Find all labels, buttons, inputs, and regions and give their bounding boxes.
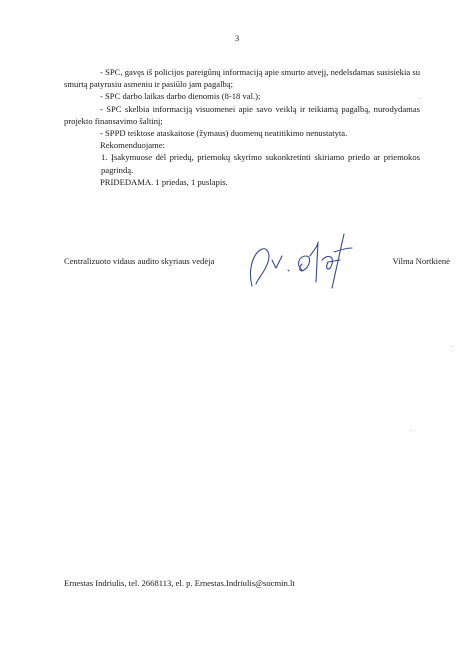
paragraph-attachment: PRIDEDAMA. 1 priedas, 1 puslapis. [100,176,228,187]
paragraph-sppd-reports: - SPPD teiktose ataskaitose (žymaus) duomenų neatitikimo nenustatyta. [100,128,348,139]
page-number: 3 [234,33,240,43]
paragraph-recommendations-heading: Rekomenduojame: [100,140,165,151]
paragraph-recommendation-1: 1. Įsakymuose dėl priedų, priemokų skyrimo sukonkretinti skiriamo priedo ar priemokos pagrindą. [101,152,420,175]
document-body [64,66,420,188]
paragraph-spc-publicity: - SPC skelbia informaciją visuomenei apie savo veiklą ir teikiamą pagalbą, nurodydamas projekto finansavimo šaltinį; [64,103,420,126]
scan-speck [420,98,421,99]
paragraph-spc-contact: - SPC, gavęs iš policijos pareigūnų informaciją apie smurto atvejį, nedelsdamas susisiekia su smurtą patyrusiu asmeniu ir pasiūlo jam pagalbą; [64,67,420,90]
handwritten-signature [238,226,368,296]
footer-contact: Ernestas Indriulis, tel. 2668113, el. p. Ernestas.Indriulis@socmin.lt [64,578,295,588]
scan-speck [452,346,453,347]
paragraph-spc-hours: - SPC darbo laikas darbo dienomis (8-18 val.); [100,91,261,102]
signatory-name: Vilma Nortkienė [392,256,450,266]
signatory-position: Centralizuoto vidaus audito skyriaus vedėja [64,256,215,266]
scan-speck [410,430,411,431]
